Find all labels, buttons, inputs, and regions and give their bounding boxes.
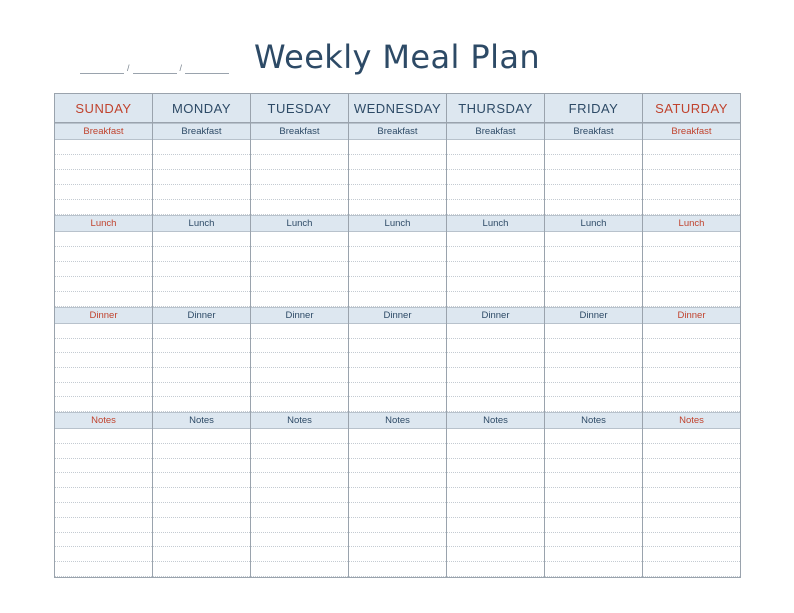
lunch-writing-area[interactable] (153, 232, 250, 307)
breakfast-writing-area[interactable] (55, 140, 152, 215)
writing-line[interactable] (643, 200, 740, 215)
writing-line[interactable] (349, 262, 446, 277)
writing-line[interactable] (55, 459, 152, 474)
writing-line[interactable] (447, 473, 544, 488)
dinner-section (251, 307, 348, 412)
notes-section (447, 412, 544, 577)
writing-line[interactable] (349, 488, 446, 503)
writing-line[interactable] (153, 324, 250, 339)
writing-line[interactable] (643, 533, 740, 548)
writing-line[interactable] (251, 368, 348, 383)
notes-label: Notes (153, 412, 250, 429)
writing-line[interactable] (349, 429, 446, 444)
writing-line[interactable] (643, 562, 740, 577)
writing-line[interactable] (545, 429, 642, 444)
writing-line[interactable] (55, 488, 152, 503)
lunch-writing-area[interactable] (251, 232, 348, 307)
notes-section (545, 412, 642, 577)
writing-line[interactable] (447, 444, 544, 459)
breakfast-writing-area[interactable] (643, 140, 740, 215)
lunch-section (251, 215, 348, 307)
writing-line[interactable] (349, 518, 446, 533)
writing-line[interactable] (349, 459, 446, 474)
dinner-writing-area[interactable] (643, 324, 740, 412)
writing-line[interactable] (643, 353, 740, 368)
writing-line[interactable] (545, 444, 642, 459)
writing-line[interactable] (643, 488, 740, 503)
breakfast-section (153, 123, 250, 215)
writing-line[interactable] (349, 473, 446, 488)
notes-writing-area[interactable] (251, 429, 348, 577)
lunch-section (153, 215, 250, 307)
writing-line[interactable] (447, 339, 544, 354)
writing-line[interactable] (251, 292, 348, 307)
writing-line[interactable] (447, 488, 544, 503)
notes-section (643, 412, 740, 577)
writing-line[interactable] (251, 518, 348, 533)
writing-line[interactable] (55, 140, 152, 155)
lunch-writing-area[interactable] (447, 232, 544, 307)
writing-line[interactable] (545, 397, 642, 412)
writing-line[interactable] (643, 503, 740, 518)
writing-line[interactable] (545, 232, 642, 247)
writing-line[interactable] (447, 503, 544, 518)
breakfast-label: Breakfast (251, 123, 348, 140)
dinner-section (447, 307, 544, 412)
writing-line[interactable] (643, 262, 740, 277)
writing-line[interactable] (447, 232, 544, 247)
writing-line[interactable] (55, 200, 152, 215)
writing-line[interactable] (643, 547, 740, 562)
breakfast-section (545, 123, 642, 215)
writing-line[interactable] (55, 397, 152, 412)
writing-line[interactable] (251, 562, 348, 577)
lunch-writing-area[interactable] (643, 232, 740, 307)
dinner-writing-area[interactable] (55, 324, 152, 412)
notes-section (349, 412, 446, 577)
writing-line[interactable] (349, 292, 446, 307)
writing-line[interactable] (349, 140, 446, 155)
writing-line[interactable] (55, 503, 152, 518)
lunch-label: Lunch (251, 215, 348, 232)
writing-line[interactable] (545, 262, 642, 277)
writing-line[interactable] (153, 444, 250, 459)
writing-line[interactable] (55, 339, 152, 354)
writing-line[interactable] (545, 155, 642, 170)
notes-section (153, 412, 250, 577)
writing-line[interactable] (349, 503, 446, 518)
notes-writing-area[interactable] (447, 429, 544, 577)
writing-line[interactable] (545, 368, 642, 383)
writing-line[interactable] (55, 247, 152, 262)
day-column-monday (153, 94, 251, 577)
day-column-tuesday (251, 94, 349, 577)
breakfast-label: Breakfast (349, 123, 446, 140)
writing-line[interactable] (153, 368, 250, 383)
writing-line[interactable] (55, 324, 152, 339)
writing-line[interactable] (251, 324, 348, 339)
notes-section (55, 412, 152, 577)
writing-line[interactable] (643, 277, 740, 292)
notes-writing-area[interactable] (545, 429, 642, 577)
day-header: FRIDAY (545, 94, 642, 123)
writing-line[interactable] (251, 533, 348, 548)
writing-line[interactable] (251, 503, 348, 518)
writing-line[interactable] (349, 185, 446, 200)
dinner-section (55, 307, 152, 412)
writing-line[interactable] (447, 368, 544, 383)
lunch-writing-area[interactable] (545, 232, 642, 307)
writing-line[interactable] (251, 247, 348, 262)
writing-line[interactable] (545, 170, 642, 185)
writing-line[interactable] (153, 518, 250, 533)
writing-line[interactable] (55, 383, 152, 398)
writing-line[interactable] (643, 368, 740, 383)
breakfast-label: Breakfast (447, 123, 544, 140)
breakfast-section (55, 123, 152, 215)
writing-line[interactable] (447, 200, 544, 215)
dinner-label: Dinner (545, 307, 642, 324)
lunch-section (643, 215, 740, 307)
writing-line[interactable] (643, 232, 740, 247)
breakfast-writing-area[interactable] (447, 140, 544, 215)
writing-line[interactable] (447, 277, 544, 292)
day-column-thursday (447, 94, 545, 577)
writing-line[interactable] (153, 397, 250, 412)
dinner-label: Dinner (349, 307, 446, 324)
writing-line[interactable] (643, 324, 740, 339)
writing-line[interactable] (545, 185, 642, 200)
writing-line[interactable] (153, 473, 250, 488)
writing-line[interactable] (153, 277, 250, 292)
day-header: SUNDAY (55, 94, 152, 123)
breakfast-writing-area[interactable] (349, 140, 446, 215)
lunch-section (55, 215, 152, 307)
breakfast-writing-area[interactable] (251, 140, 348, 215)
breakfast-label: Breakfast (55, 123, 152, 140)
writing-line[interactable] (545, 339, 642, 354)
day-column-wednesday (349, 94, 447, 577)
lunch-writing-area[interactable] (349, 232, 446, 307)
writing-line[interactable] (545, 459, 642, 474)
lunch-label: Lunch (447, 215, 544, 232)
writing-line[interactable] (153, 339, 250, 354)
breakfast-label: Breakfast (153, 123, 250, 140)
breakfast-section (447, 123, 544, 215)
writing-line[interactable] (251, 488, 348, 503)
writing-line[interactable] (447, 247, 544, 262)
day-header: THURSDAY (447, 94, 544, 123)
writing-line[interactable] (153, 459, 250, 474)
writing-line[interactable] (643, 170, 740, 185)
day-column-sunday (55, 94, 153, 577)
notes-label: Notes (55, 412, 152, 429)
dinner-section (349, 307, 446, 412)
writing-line[interactable] (349, 368, 446, 383)
writing-line[interactable] (545, 247, 642, 262)
writing-line[interactable] (349, 444, 446, 459)
writing-line[interactable] (55, 232, 152, 247)
writing-line[interactable] (55, 292, 152, 307)
writing-line[interactable] (55, 562, 152, 577)
dinner-section (153, 307, 250, 412)
lunch-section (447, 215, 544, 307)
breakfast-label: Breakfast (643, 123, 740, 140)
writing-line[interactable] (349, 200, 446, 215)
writing-line[interactable] (643, 383, 740, 398)
writing-line[interactable] (153, 262, 250, 277)
writing-line[interactable] (643, 429, 740, 444)
writing-line[interactable] (153, 140, 250, 155)
day-header: SATURDAY (643, 94, 740, 123)
writing-line[interactable] (153, 155, 250, 170)
date-slash: / (127, 63, 130, 73)
writing-line[interactable] (251, 155, 348, 170)
writing-line[interactable] (55, 473, 152, 488)
writing-line[interactable] (643, 155, 740, 170)
writing-line[interactable] (447, 547, 544, 562)
writing-line[interactable] (545, 488, 642, 503)
breakfast-writing-area[interactable] (545, 140, 642, 215)
writing-line[interactable] (349, 533, 446, 548)
writing-line[interactable] (251, 547, 348, 562)
writing-line[interactable] (643, 185, 740, 200)
writing-line[interactable] (447, 518, 544, 533)
writing-line[interactable] (153, 533, 250, 548)
writing-line[interactable] (643, 459, 740, 474)
breakfast-writing-area[interactable] (153, 140, 250, 215)
writing-line[interactable] (251, 383, 348, 398)
writing-line[interactable] (349, 339, 446, 354)
writing-line[interactable] (153, 503, 250, 518)
writing-line[interactable] (545, 383, 642, 398)
writing-line[interactable] (545, 324, 642, 339)
writing-line[interactable] (55, 277, 152, 292)
dinner-section (643, 307, 740, 412)
dinner-writing-area[interactable] (153, 324, 250, 412)
writing-line[interactable] (447, 155, 544, 170)
writing-line[interactable] (251, 353, 348, 368)
writing-line[interactable] (153, 292, 250, 307)
lunch-label: Lunch (349, 215, 446, 232)
writing-line[interactable] (55, 155, 152, 170)
writing-line[interactable] (643, 473, 740, 488)
writing-line[interactable] (447, 324, 544, 339)
writing-line[interactable] (251, 444, 348, 459)
writing-line[interactable] (153, 562, 250, 577)
date-day-blank[interactable] (133, 62, 177, 74)
writing-line[interactable] (55, 533, 152, 548)
writing-line[interactable] (643, 247, 740, 262)
day-header: TUESDAY (251, 94, 348, 123)
lunch-section (349, 215, 446, 307)
breakfast-label: Breakfast (545, 123, 642, 140)
day-header: MONDAY (153, 94, 250, 123)
writing-line[interactable] (251, 232, 348, 247)
writing-line[interactable] (545, 292, 642, 307)
date-slash: / (179, 63, 183, 73)
writing-line[interactable] (349, 547, 446, 562)
page-title: Weekly Meal Plan (253, 38, 541, 76)
writing-line[interactable] (55, 262, 152, 277)
writing-line[interactable] (643, 397, 740, 412)
dinner-label: Dinner (55, 307, 152, 324)
dinner-writing-area[interactable] (349, 324, 446, 412)
notes-label: Notes (545, 412, 642, 429)
breakfast-section (251, 123, 348, 215)
writing-line[interactable] (153, 247, 250, 262)
writing-line[interactable] (251, 140, 348, 155)
dinner-writing-area[interactable] (447, 324, 544, 412)
writing-line[interactable] (251, 429, 348, 444)
writing-line[interactable] (153, 232, 250, 247)
breakfast-section (643, 123, 740, 215)
writing-line[interactable] (349, 232, 446, 247)
notes-label: Notes (349, 412, 446, 429)
day-column-friday (545, 94, 643, 577)
writing-line[interactable] (447, 292, 544, 307)
writing-line[interactable] (251, 262, 348, 277)
writing-line[interactable] (55, 547, 152, 562)
breakfast-section (349, 123, 446, 215)
writing-line[interactable] (55, 353, 152, 368)
dinner-writing-area[interactable] (251, 324, 348, 412)
writing-line[interactable] (251, 277, 348, 292)
writing-line[interactable] (55, 429, 152, 444)
writing-line[interactable] (153, 429, 250, 444)
writing-line[interactable] (545, 277, 642, 292)
writing-line[interactable] (153, 200, 250, 215)
writing-line[interactable] (349, 277, 446, 292)
writing-line[interactable] (251, 459, 348, 474)
writing-line[interactable] (447, 185, 544, 200)
writing-line[interactable] (545, 533, 642, 548)
lunch-label: Lunch (643, 215, 740, 232)
writing-line[interactable] (55, 185, 152, 200)
writing-line[interactable] (447, 170, 544, 185)
lunch-label: Lunch (55, 215, 152, 232)
writing-line[interactable] (55, 444, 152, 459)
dinner-label: Dinner (643, 307, 740, 324)
writing-line[interactable] (349, 353, 446, 368)
meal-planner-grid (54, 93, 741, 578)
writing-line[interactable] (545, 200, 642, 215)
writing-line[interactable] (545, 518, 642, 533)
writing-line[interactable] (251, 397, 348, 412)
notes-label: Notes (643, 412, 740, 429)
writing-line[interactable] (447, 353, 544, 368)
notes-section (251, 412, 348, 577)
writing-line[interactable] (251, 185, 348, 200)
day-column-saturday (643, 94, 740, 577)
writing-line[interactable] (349, 247, 446, 262)
writing-line[interactable] (251, 200, 348, 215)
writing-line[interactable] (153, 488, 250, 503)
writing-line[interactable] (447, 562, 544, 577)
notes-writing-area[interactable] (153, 429, 250, 577)
writing-line[interactable] (545, 547, 642, 562)
writing-line[interactable] (153, 185, 250, 200)
writing-line[interactable] (153, 547, 250, 562)
writing-line[interactable] (349, 170, 446, 185)
dinner-label: Dinner (447, 307, 544, 324)
writing-line[interactable] (349, 562, 446, 577)
writing-line[interactable] (55, 368, 152, 383)
writing-line[interactable] (447, 383, 544, 398)
lunch-writing-area[interactable] (55, 232, 152, 307)
dinner-writing-area[interactable] (545, 324, 642, 412)
notes-writing-area[interactable] (55, 429, 152, 577)
writing-line[interactable] (349, 383, 446, 398)
writing-line[interactable] (153, 170, 250, 185)
writing-line[interactable] (447, 429, 544, 444)
dinner-label: Dinner (153, 307, 250, 324)
writing-line[interactable] (545, 353, 642, 368)
writing-line[interactable] (643, 292, 740, 307)
notes-label: Notes (251, 412, 348, 429)
writing-line[interactable] (251, 473, 348, 488)
writing-line[interactable] (447, 140, 544, 155)
writing-line[interactable] (349, 155, 446, 170)
day-header: WEDNESDAY (349, 94, 446, 123)
writing-line[interactable] (643, 339, 740, 354)
writing-line[interactable] (643, 140, 740, 155)
writing-line[interactable] (447, 533, 544, 548)
date-month-blank[interactable] (80, 62, 124, 74)
writing-line[interactable] (447, 262, 544, 277)
lunch-section (545, 215, 642, 307)
writing-line[interactable] (447, 397, 544, 412)
writing-line[interactable] (349, 397, 446, 412)
writing-line[interactable] (545, 473, 642, 488)
writing-line[interactable] (153, 383, 250, 398)
writing-line[interactable] (545, 503, 642, 518)
writing-line[interactable] (545, 562, 642, 577)
notes-label: Notes (447, 412, 544, 429)
writing-line[interactable] (55, 170, 152, 185)
writing-line[interactable] (545, 140, 642, 155)
writing-line[interactable] (643, 518, 740, 533)
dinner-label: Dinner (251, 307, 348, 324)
writing-line[interactable] (643, 444, 740, 459)
writing-line[interactable] (55, 518, 152, 533)
writing-line[interactable] (349, 324, 446, 339)
notes-writing-area[interactable] (643, 429, 740, 577)
lunch-label: Lunch (545, 215, 642, 232)
writing-line[interactable] (251, 170, 348, 185)
writing-line[interactable] (153, 353, 250, 368)
writing-line[interactable] (447, 459, 544, 474)
notes-writing-area[interactable] (349, 429, 446, 577)
lunch-label: Lunch (153, 215, 250, 232)
dinner-section (545, 307, 642, 412)
writing-line[interactable] (251, 339, 348, 354)
